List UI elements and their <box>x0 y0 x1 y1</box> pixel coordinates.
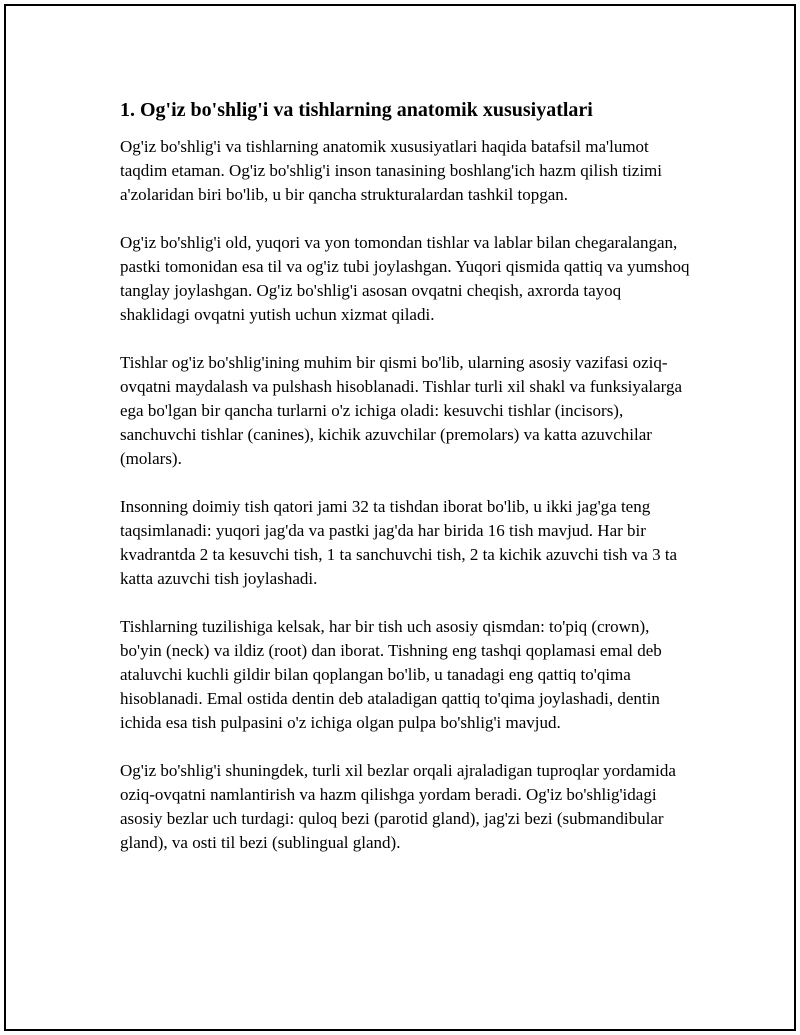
paragraph-permanent-dentition: Insonning doimiy tish qatori jami 32 ta tishdan iborat bo'lib, u ikki jag'ga teng taqsimlanadi: yuqori jag'da va pastki jag'da har birida 16 tish mavjud. Har bir kvadrantda 2 ta kesuvchi tish, 1 ta sanchuvchi tish, 2 ta kichik azuvchi tish va 3 ta katta azuvchi tish joylashadi. <box>120 497 678 588</box>
paragraph-salivary-glands: Og'iz bo'shlig'i shuningdek, turli xil bezlar orqali ajraladigan tuproqlar yordamida oziq-ovqatni namlantirish va hazm qilishga yordam beradi. Og'iz bo'shlig'idagi asosiy bezlar uch turdagi: quloq bezi (parotid gland), jag'zi bezi (submandibular gland), va osti til bezi (sublingual gland). <box>120 761 676 852</box>
paragraph-tooth-structure: Tishlarning tuzilishiga kelsak, har bir tish uch asosiy qismdan: to'piq (crown), bo'yin (neck) va ildiz (root) dan iborat. Tishning eng tashqi qoplamasi emal deb ataluvchi kuchli gildir bilan qoplangan bo'lib, u tanadagi eng qattiq to'qima hisoblanadi. Emal ostida dentin deb ataladigan qattiq to'qima joylashadi, dentin ichida esa tish pulpasini o'z ichiga olgan pulpa bo'shlig'i mavjud. <box>120 617 662 732</box>
page-frame <box>4 4 796 1031</box>
section-title: 1. Og'iz bo'shlig'i va tishlarning anatomik xususiyatlari <box>120 99 593 121</box>
document-body <box>120 97 692 879</box>
paragraph-teeth-types: Tishlar og'iz bo'shlig'ining muhim bir qismi bo'lib, ularning asosiy vazifasi oziq-ovqatni maydalash va pulshash hisoblanadi. Tishlar turli xil shakl va funksiyalarga ega bo'lgan bir qancha turlarni o'z ichiga oladi: kesuvchi tishlar (incisors), sanchuvchi tishlar (canines), kichik azuvchilar (premolars) va katta azuvchilar (molars). <box>120 353 683 468</box>
paragraph-intro: Og'iz bo'shlig'i va tishlarning anatomik xususiyatlari haqida batafsil ma'lumot taqdim etaman. Og'iz bo'shlig'i inson tanasining boshlang'ich hazm qilish tizimi a'zolaridan biri bo'lib, u bir qancha strukturalardan tashkil topgan. <box>120 137 663 204</box>
paragraph-oral-cavity-boundaries: Og'iz bo'shlig'i old, yuqori va yon tomondan tishlar va lablar bilan chegaralangan, pastki tomonidan esa til va og'iz tubi joylashgan. Yuqori qismida qattiq va yumshoq tanglay joylashgan. Og'iz bo'shlig'i asosan ovqatni cheqish, axrorda tayoq shaklidagi ovqatni yutish uchun xizmat qiladi. <box>120 233 690 324</box>
